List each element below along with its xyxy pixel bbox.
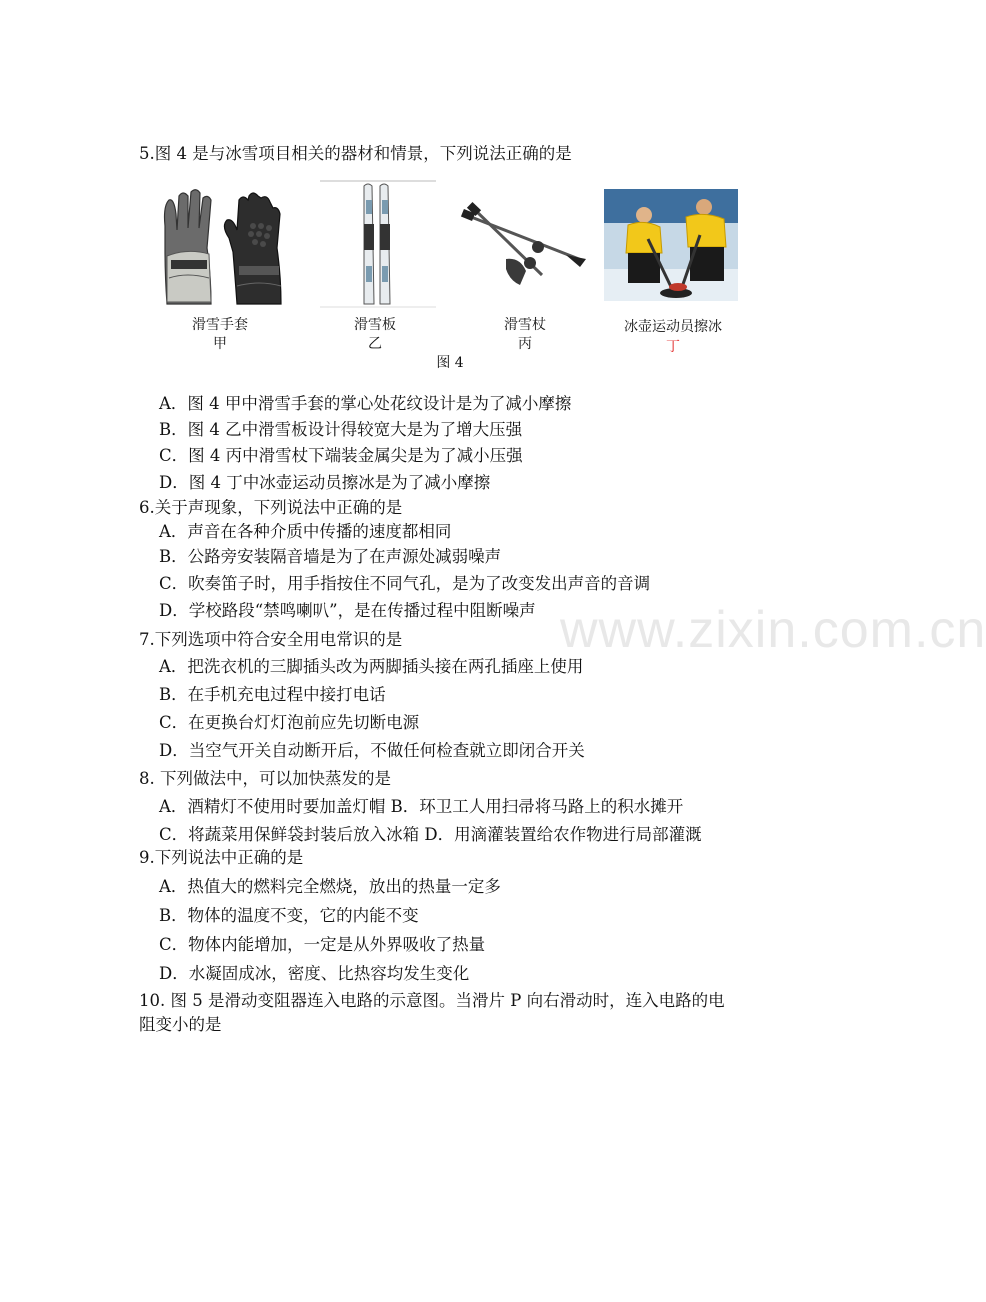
curling-photo-icon [604,189,738,301]
q5-option-a: A．图 4 甲中滑雪手套的掌心处花纹设计是为了减小摩擦 [159,394,572,413]
watermark: www.zixin.com.cn [560,601,986,659]
figure-ding-label: 丁 [666,339,680,355]
q9-option-b: B．物体的温度不变，它的内能不变 [159,906,419,925]
q7-option-c: C．在更换台灯灯泡前应先切断电源 [159,713,420,732]
q6-option-b: B．公路旁安装隔音墙是为了在声源处减弱噪声 [159,547,502,566]
figure-ding-name: 冰壶运动员擦冰 [624,319,722,335]
ski-poles-icon [460,205,590,290]
q6-option-c: C．吹奏笛子时，用手指按住不同气孔，是为了改变发出声音的音调 [159,574,651,593]
q10-stem-line-1: 10. 图 5 是滑动变阻器连入电路的示意图。当滑片 P 向右滑动时，连入电路的电 [139,991,725,1010]
figure-jia-label: 甲 [213,336,227,352]
q7-stem: 7.下列选项中符合安全用电常识的是 [139,630,403,649]
figure-bing-name: 滑雪杖 [504,317,546,333]
figure-bing-label: 丙 [518,336,532,352]
q7-option-d: D．当空气开关自动断开后，不做任何检查就立即闭合开关 [159,741,585,760]
figure-yi-name: 滑雪板 [354,317,396,333]
q6-option-a: A．声音在各种介质中传播的速度都相同 [159,522,452,541]
figure-yi-label: 乙 [368,336,382,352]
q5-stem: 5.图 4 是与冰雪项目相关的器材和情景，下列说法正确的是 [139,144,572,163]
q7-option-a: A．把洗衣机的三脚插头改为两脚插头接在两孔插座上使用 [159,657,584,676]
q8-options-row-1: A．酒精灯不使用时要加盖灯帽 B．环卫工人用扫帚将马路上的积水摊开 [159,797,684,816]
figure-4-caption: 图 4 [436,355,464,371]
q10-stem-line-2: 阻变小的是 [139,1015,222,1034]
q5-option-b: B．图 4 乙中滑雪板设计得较宽大是为了增大压强 [159,420,523,439]
q5-option-d: D．图 4 丁中冰壶运动员擦冰是为了减小摩擦 [159,473,491,492]
q9-stem: 9.下列说法中正确的是 [139,848,304,867]
ski-gloves-icon [157,186,287,308]
q5-option-c: C．图 4 丙中滑雪杖下端装金属尖是为了减小压强 [159,446,523,465]
q9-option-a: A．热值大的燃料完全燃烧，放出的热量一定多 [159,877,501,896]
q6-stem: 6.关于声现象，下列说法中正确的是 [139,498,403,517]
skis-icon [320,180,436,308]
q8-stem: 8. 下列做法中，可以加快蒸发的是 [139,769,391,788]
q7-option-b: B．在手机充电过程中接打电话 [159,685,386,704]
q6-option-d: D．学校路段“禁鸣喇叭”，是在传播过程中阻断噪声 [159,601,536,620]
q8-options-row-2: C．将蔬菜用保鲜袋封装后放入冰箱 D．用滴灌装置给农作物进行局部灌溉 [159,825,702,844]
q9-option-d: D．水凝固成冰，密度、比热容均发生变化 [159,964,470,983]
q9-option-c: C．物体内能增加，一定是从外界吸收了热量 [159,935,486,954]
figure-jia-name: 滑雪手套 [192,317,248,333]
